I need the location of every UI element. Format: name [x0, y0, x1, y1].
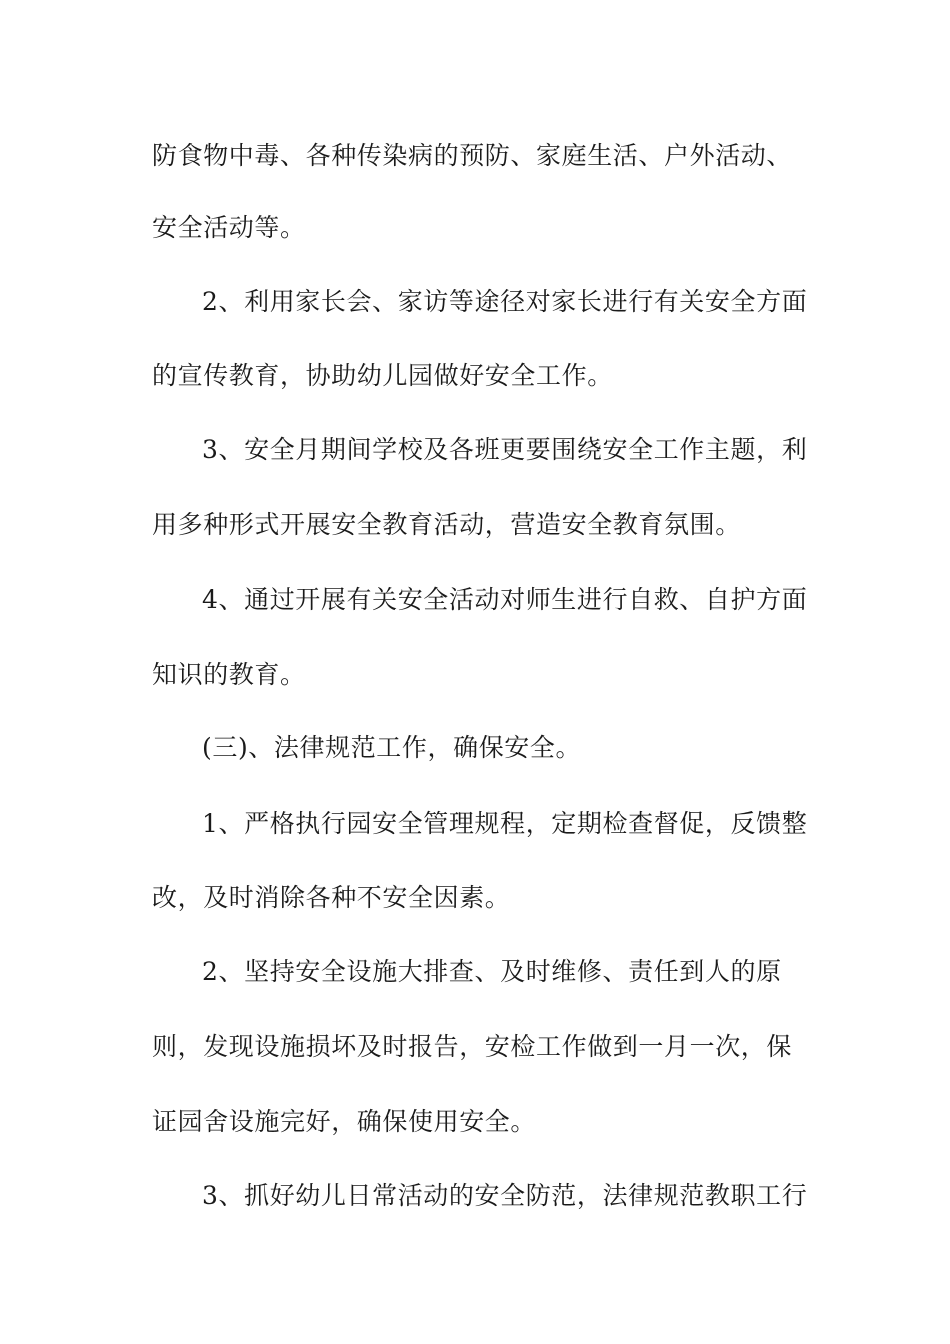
- text-line: 2、坚持安全设施大排查、及时维修、责任到人的原: [202, 957, 782, 986]
- text-line: 知识的教育。: [152, 660, 306, 689]
- text-line: 防食物中毒、各种传染病的预防、家庭生活、户外活动、: [152, 141, 793, 170]
- text-line: 改，及时消除各种不安全因素。: [152, 883, 511, 912]
- text-line: 4、通过开展有关安全活动对师生进行自救、自护方面: [202, 585, 808, 614]
- text-line: 安全活动等。: [152, 213, 306, 242]
- text-line: 的宣传教育，协助幼儿园做好安全工作。: [152, 361, 613, 390]
- text-line: 证园舍设施完好，确保使用安全。: [152, 1107, 537, 1136]
- text-line: 用多种形式开展安全教育活动，营造安全教育氛围。: [152, 510, 741, 539]
- text-line: 3、安全月期间学校及各班更要围绕安全工作主题，利: [202, 435, 808, 464]
- text-line: 1、严格执行园安全管理规程，定期检查督促，反馈整: [202, 809, 808, 838]
- text-line: 2、利用家长会、家访等途径对家长进行有关安全方面: [202, 287, 808, 316]
- section-heading: (三)、法律规范工作，确保安全。: [202, 733, 582, 762]
- text-line: 则，发现设施损坏及时报告，安检工作做到一月一次，保: [152, 1032, 793, 1061]
- text-line: 3、抓好幼儿日常活动的安全防范，法律规范教职工行: [202, 1181, 808, 1210]
